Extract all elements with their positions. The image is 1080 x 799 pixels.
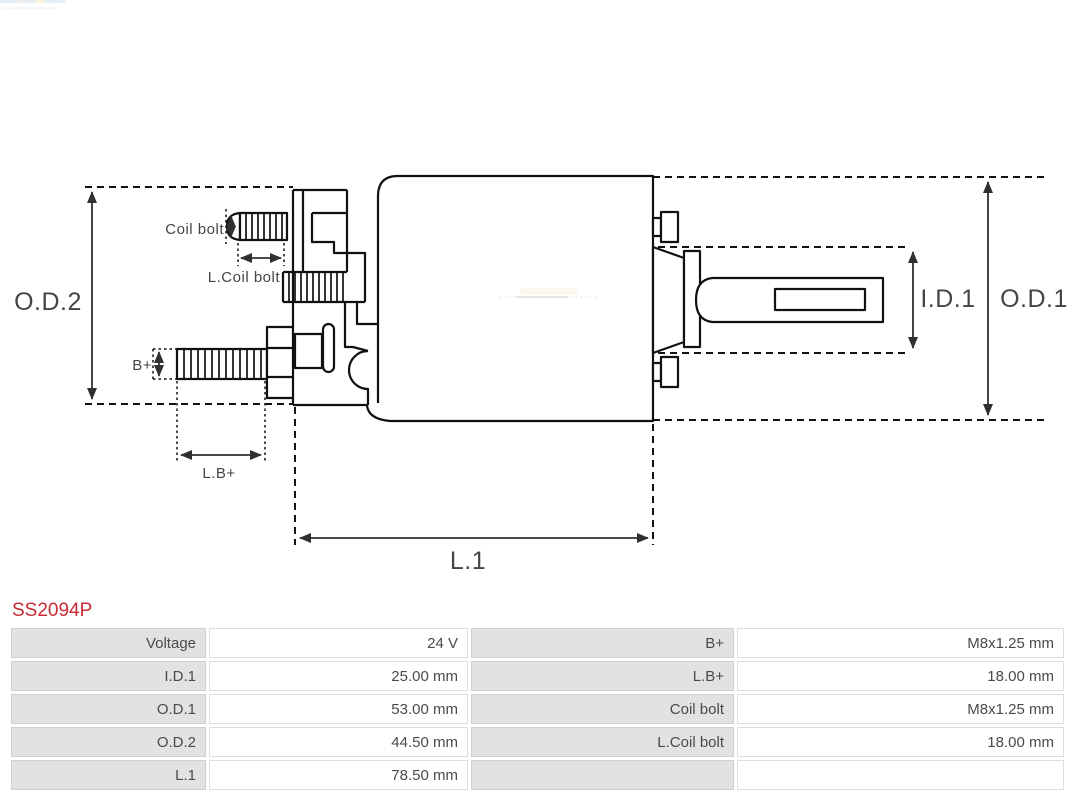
spec-label-cell: L.Coil bolt — [471, 727, 734, 757]
dimension-labels — [14, 221, 1068, 575]
spec-value-cell: 25.00 mm — [209, 661, 468, 691]
table-row — [11, 727, 1064, 757]
spec-label-cell: Voltage — [11, 628, 206, 658]
watermark — [500, 288, 597, 297]
spec-value-cell: 18.00 mm — [737, 661, 1064, 691]
table-row — [11, 628, 1064, 658]
spec-value-cell: M8x1.25 mm — [737, 694, 1064, 724]
spec-label-cell: B+ — [471, 628, 734, 658]
spec-value-cell: M8x1.25 mm — [737, 628, 1064, 658]
l1-label: L.1 — [449, 547, 487, 575]
solenoid-body-outline — [177, 176, 883, 421]
spec-value-cell: 24 V — [209, 628, 468, 658]
spec-value-cell — [737, 760, 1064, 790]
spec-label-cell: Coil bolt — [471, 694, 734, 724]
table-row — [11, 694, 1064, 724]
spec-label-cell: O.D.2 — [11, 727, 206, 757]
spec-label-cell: O.D.1 — [11, 694, 206, 724]
spec-label-cell: I.D.1 — [11, 661, 206, 691]
spec-label-cell — [471, 760, 734, 790]
l-b-plus-label: L.B+ — [202, 465, 236, 482]
id1-label: I.D.1 — [920, 285, 976, 313]
spec-value-cell: 44.50 mm — [209, 727, 468, 757]
od2-label: O.D.2 — [14, 288, 82, 316]
spec-table — [11, 628, 1064, 790]
spec-value-cell: 53.00 mm — [209, 694, 468, 724]
table-row — [11, 661, 1064, 691]
l-coil-bolt-label: L.Coil bolt — [207, 269, 280, 286]
spec-value-cell: 78.50 mm — [209, 760, 468, 790]
product-code: SS2094P — [12, 600, 93, 621]
spec-label-cell: L.1 — [11, 760, 206, 790]
spec-value-cell: 18.00 mm — [737, 727, 1064, 757]
coil-bolt-label: Coil bolt — [165, 221, 224, 238]
od1-label: O.D.1 — [1000, 285, 1068, 313]
b-plus-label: B+ — [132, 357, 152, 374]
spec-label-cell: L.B+ — [471, 661, 734, 691]
table-row — [11, 760, 1064, 790]
